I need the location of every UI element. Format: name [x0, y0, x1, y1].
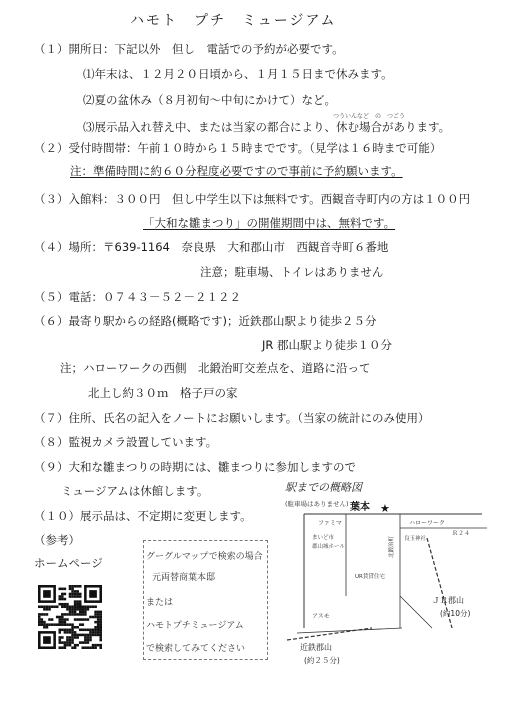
star-icon: ★: [380, 502, 390, 515]
map-asumo-label: アスモ: [312, 613, 330, 620]
map-hasi-label: 北鍛治町: [389, 535, 395, 558]
section-6-route: （６）最寄り駅からの経路(概略です)；近鉄郡山駅より徒歩２５分: [34, 314, 377, 328]
section-1-opening-days: （１）開所日：下記以外 但し 電話での予約が必要です。: [34, 42, 344, 56]
section-7-register: （７）住所、氏名の記入をノートにお願いします。（当家の統計にのみ使用）: [34, 411, 430, 425]
google-line-3: または: [146, 598, 174, 608]
map-title: 駅までの概略図: [285, 481, 362, 494]
section-10-exhibits: （１０）展示品は、不定期に変更します。: [34, 509, 252, 523]
section-8-camera: （８）監視カメラ設置しています。: [34, 435, 218, 449]
map-r24-label: Ｒ２４: [452, 530, 471, 537]
section-3-note: 「大和な雛まつり」の開催期間中は、無料です。: [143, 216, 396, 230]
google-line-5: で検索してみてください: [146, 644, 246, 654]
section-9-hina-line-1: （９）大和な雛まつりの時期には、雛まつりに参加しますので: [34, 460, 356, 474]
map-kintetsu-label: 近鉄郡山: [300, 643, 332, 652]
map-family-label: ファミマ: [318, 520, 342, 527]
map-hellowork-label: ハローワーク: [409, 520, 446, 527]
map-yoshida-label: 良玉神社: [404, 536, 427, 542]
reference-label: （参考）: [34, 533, 80, 547]
section-6-note-1: 注；ハローワークの西側 北鍛治町交差点を、道路に沿って: [60, 361, 371, 375]
section-4-location: （４）場所：〒639-1164 奈良県 大和郡山市 西観音寺町６番地: [34, 240, 389, 254]
map-hamoto-label: 葉本: [350, 502, 370, 513]
google-line-2: 元両替商葉本邸: [152, 573, 216, 583]
section-1-item-3: ⑶展示品入れ替え中、または当家の都合により、休む場合があります。: [83, 120, 451, 134]
map-maido-label: まいど市: [312, 535, 335, 541]
google-line-4: ハモトプチミュージアム: [146, 621, 244, 631]
map-jr-label: ＪＲ郡山: [432, 596, 464, 605]
section-5-phone: （５）電話：０７４３－５２－２１２２: [34, 290, 241, 304]
map-ur-label: UR賃貸住宅: [355, 574, 385, 580]
section-9-hina-line-2: ミュージアムは休館します。: [61, 484, 209, 498]
section-6-jr: JR 郡山駅より徒歩１０分: [262, 338, 393, 352]
section-6-note-2: 北上し約３０ｍ 格子戸の家: [88, 386, 238, 400]
section-1-item-1: ⑴年末は、１２月２０日頃から、１月１５日まで休みます。: [83, 67, 393, 81]
section-2-reception-hours: （２）受付時間帯：午前１０時から１５時までです。（見学は１６時まで可能）: [34, 141, 442, 155]
map-jr-time: (約10分): [440, 609, 471, 618]
google-line-1: グーグルマップで検索の場合: [146, 552, 263, 562]
page-title: ハモト プチ ミュージアム: [130, 13, 337, 29]
map-kintetsu-time: (約２５分): [304, 656, 340, 665]
map-hall-label: 郡山城ホール: [312, 544, 345, 550]
ruby-annotation: つういんなど の つごう: [333, 113, 406, 120]
section-3-admission: （３）入館料：３００円 但し中学生以下は無料です。西観音寺町内の方は１００円: [34, 192, 471, 206]
map-parking-note: (駐車場はありません): [285, 500, 349, 508]
section-2-note: 注：準備時間に約６０分程度必要ですので事前に予約願います。: [70, 164, 403, 178]
route-map: [282, 478, 500, 668]
homepage-label: ホームページ: [34, 556, 103, 570]
section-4-note: 注意；駐車場、トイレはありません: [200, 265, 384, 279]
qr-code[interactable]: [38, 585, 102, 649]
section-1-item-2: ⑵夏の盆休み（８月初旬～中旬にかけて）など。: [83, 93, 336, 107]
